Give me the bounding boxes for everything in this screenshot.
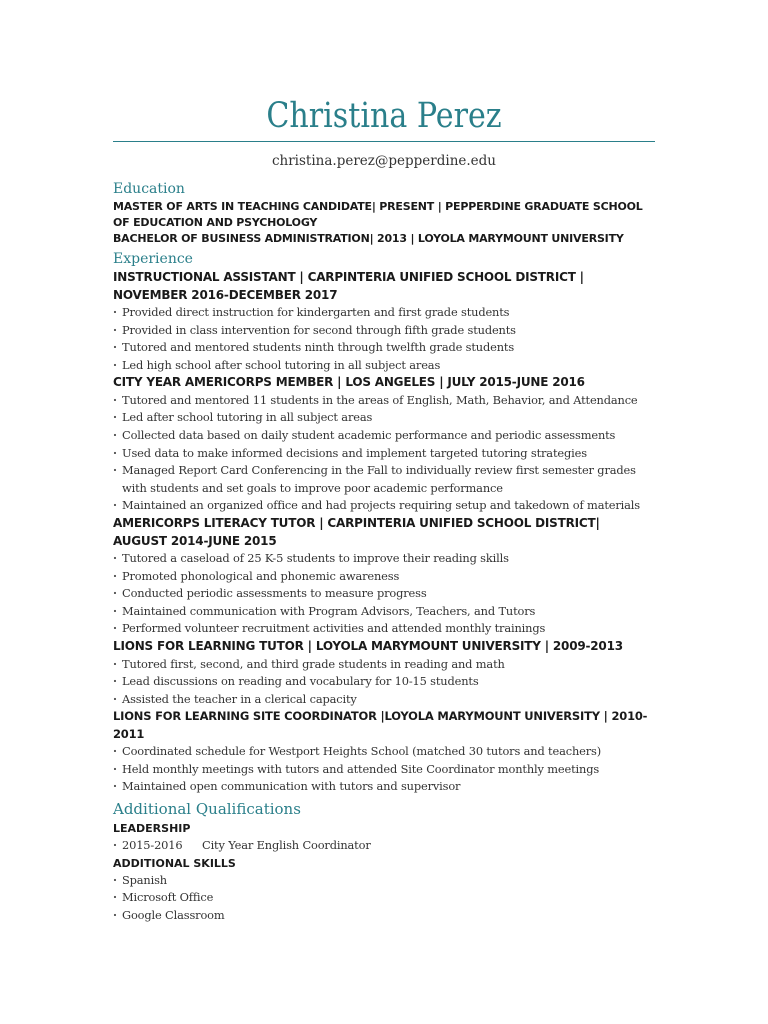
job-title: INSTRUCTIONAL ASSISTANT | CARPINTERIA UNIFIED SCHOOL DISTRICT | NOVEMBER 2016-DECEMBER 2017 (113, 270, 584, 302)
job-title: LIONS FOR LEARNING SITE COORDINATOR |LOYOLA MARYMOUNT UNIVERSITY | 2010-2011 (113, 709, 648, 741)
degree-bachelors: BACHELOR OF BUSINESS ADMINISTRATION| 2013 | LOYOLA MARYMOUNT UNIVERSITY (113, 232, 624, 245)
list-item: · Lead discussions on reading and vocabulary for 10-15 students (113, 673, 653, 691)
list-item: · Led after school tutoring in all subject areas (113, 409, 653, 427)
job-title: CITY YEAR AMERICORPS MEMBER | LOS ANGELES | JULY 2015-JUNE 2016 (113, 375, 585, 390)
leadership-years: 2015-2016 (122, 838, 183, 853)
skill: Microsoft Office (122, 890, 214, 905)
job-entry (113, 269, 653, 374)
resume-content (113, 180, 653, 924)
header-divider (113, 141, 655, 142)
list-item: · Performed volunteer recruitment activities and attended monthly trainings (113, 620, 653, 638)
list-item: · Assisted the teacher in a clerical capacity (113, 691, 653, 709)
list-item: · Maintained communication with Program Advisors, Teachers, and Tutors (113, 603, 653, 621)
leadership-label: LEADERSHIP (113, 822, 191, 836)
list-item (113, 872, 653, 890)
job-entry (113, 638, 653, 708)
job-title: AMERICORPS LITERACY TUTOR | CARPINTERIA UNIFIED SCHOOL DISTRICT| AUGUST 2014-JUNE 2015 (113, 516, 600, 548)
list-item: · Promoted phonological and phonemic awareness (113, 568, 653, 586)
list-item: · Maintained open communication with tutors and supervisor (113, 778, 653, 796)
job-entry (113, 515, 653, 638)
job-bullets (113, 392, 653, 515)
list-item: · Held monthly meetings with tutors and attended Site Coordinator monthly meetings (113, 761, 653, 779)
list-item: · Tutored a caseload of 25 K-5 students to improve their reading skills (113, 550, 653, 568)
email-address: christina.perez@pepperdine.edu (271, 153, 497, 169)
list-item: · Conducted periodic assessments to measure progress (113, 585, 653, 603)
list-item: · Provided in class intervention for second through fifth grade students (113, 322, 653, 340)
qualifications-heading: Additional Qualifications (113, 800, 301, 819)
job-bullets (113, 656, 653, 709)
job-entry (113, 708, 653, 796)
job-title: LIONS FOR LEARNING TUTOR | LOYOLA MARYMOUNT UNIVERSITY | 2009-2013 (113, 639, 623, 653)
leadership-list (113, 837, 653, 855)
qualifications-section (113, 799, 653, 924)
list-item (113, 907, 653, 925)
skill: Google Classroom (122, 907, 225, 922)
experience-section (113, 250, 653, 796)
list-item: · Used data to make informed decisions and implement targeted tutoring strategies (113, 445, 653, 463)
list-item: · Maintained an organized office and had projects requiring setup and takedown of materials (113, 497, 653, 515)
list-item: · Provided direct instruction for kindergarten and first grade students (113, 304, 653, 322)
education-section (113, 180, 653, 247)
education-heading: Education (113, 181, 185, 197)
list-item: · Managed Report Card Conferencing in the Fall to individually review first semester grades with students and set goals to improve poor academic performance (113, 462, 653, 497)
degree-masters: MASTER OF ARTS IN TEACHING CANDIDATE| PRESENT | PEPPERDINE GRADUATE SCHOOL OF EDUCATION AND PSYCHOLOGY (113, 200, 643, 229)
job-bullets (113, 550, 653, 638)
skill: Spanish (122, 872, 167, 887)
list-item: · Led high school after school tutoring in all subject areas (113, 357, 653, 375)
job-bullets (113, 743, 653, 796)
skills-label: ADDITIONAL SKILLS (113, 856, 236, 870)
job-entry (113, 374, 653, 515)
candidate-name: Christina Perez (266, 96, 502, 136)
list-item (113, 889, 653, 907)
list-item: · Coordinated schedule for Westport Heights School (matched 30 tutors and teachers) (113, 743, 653, 761)
leadership-role: City Year English Coordinator (202, 838, 371, 853)
list-item: · Collected data based on daily student academic performance and periodic assessments (113, 427, 653, 445)
list-item (113, 837, 653, 855)
experience-heading: Experience (113, 251, 193, 267)
job-bullets (113, 304, 653, 374)
list-item: · Tutored and mentored students ninth through twelfth grade students (113, 339, 653, 357)
list-item: · Tutored and mentored 11 students in the areas of English, Math, Behavior, and Attendance (113, 392, 653, 410)
skills-list (113, 872, 653, 925)
list-item: · Tutored first, second, and third grade students in reading and math (113, 656, 653, 674)
